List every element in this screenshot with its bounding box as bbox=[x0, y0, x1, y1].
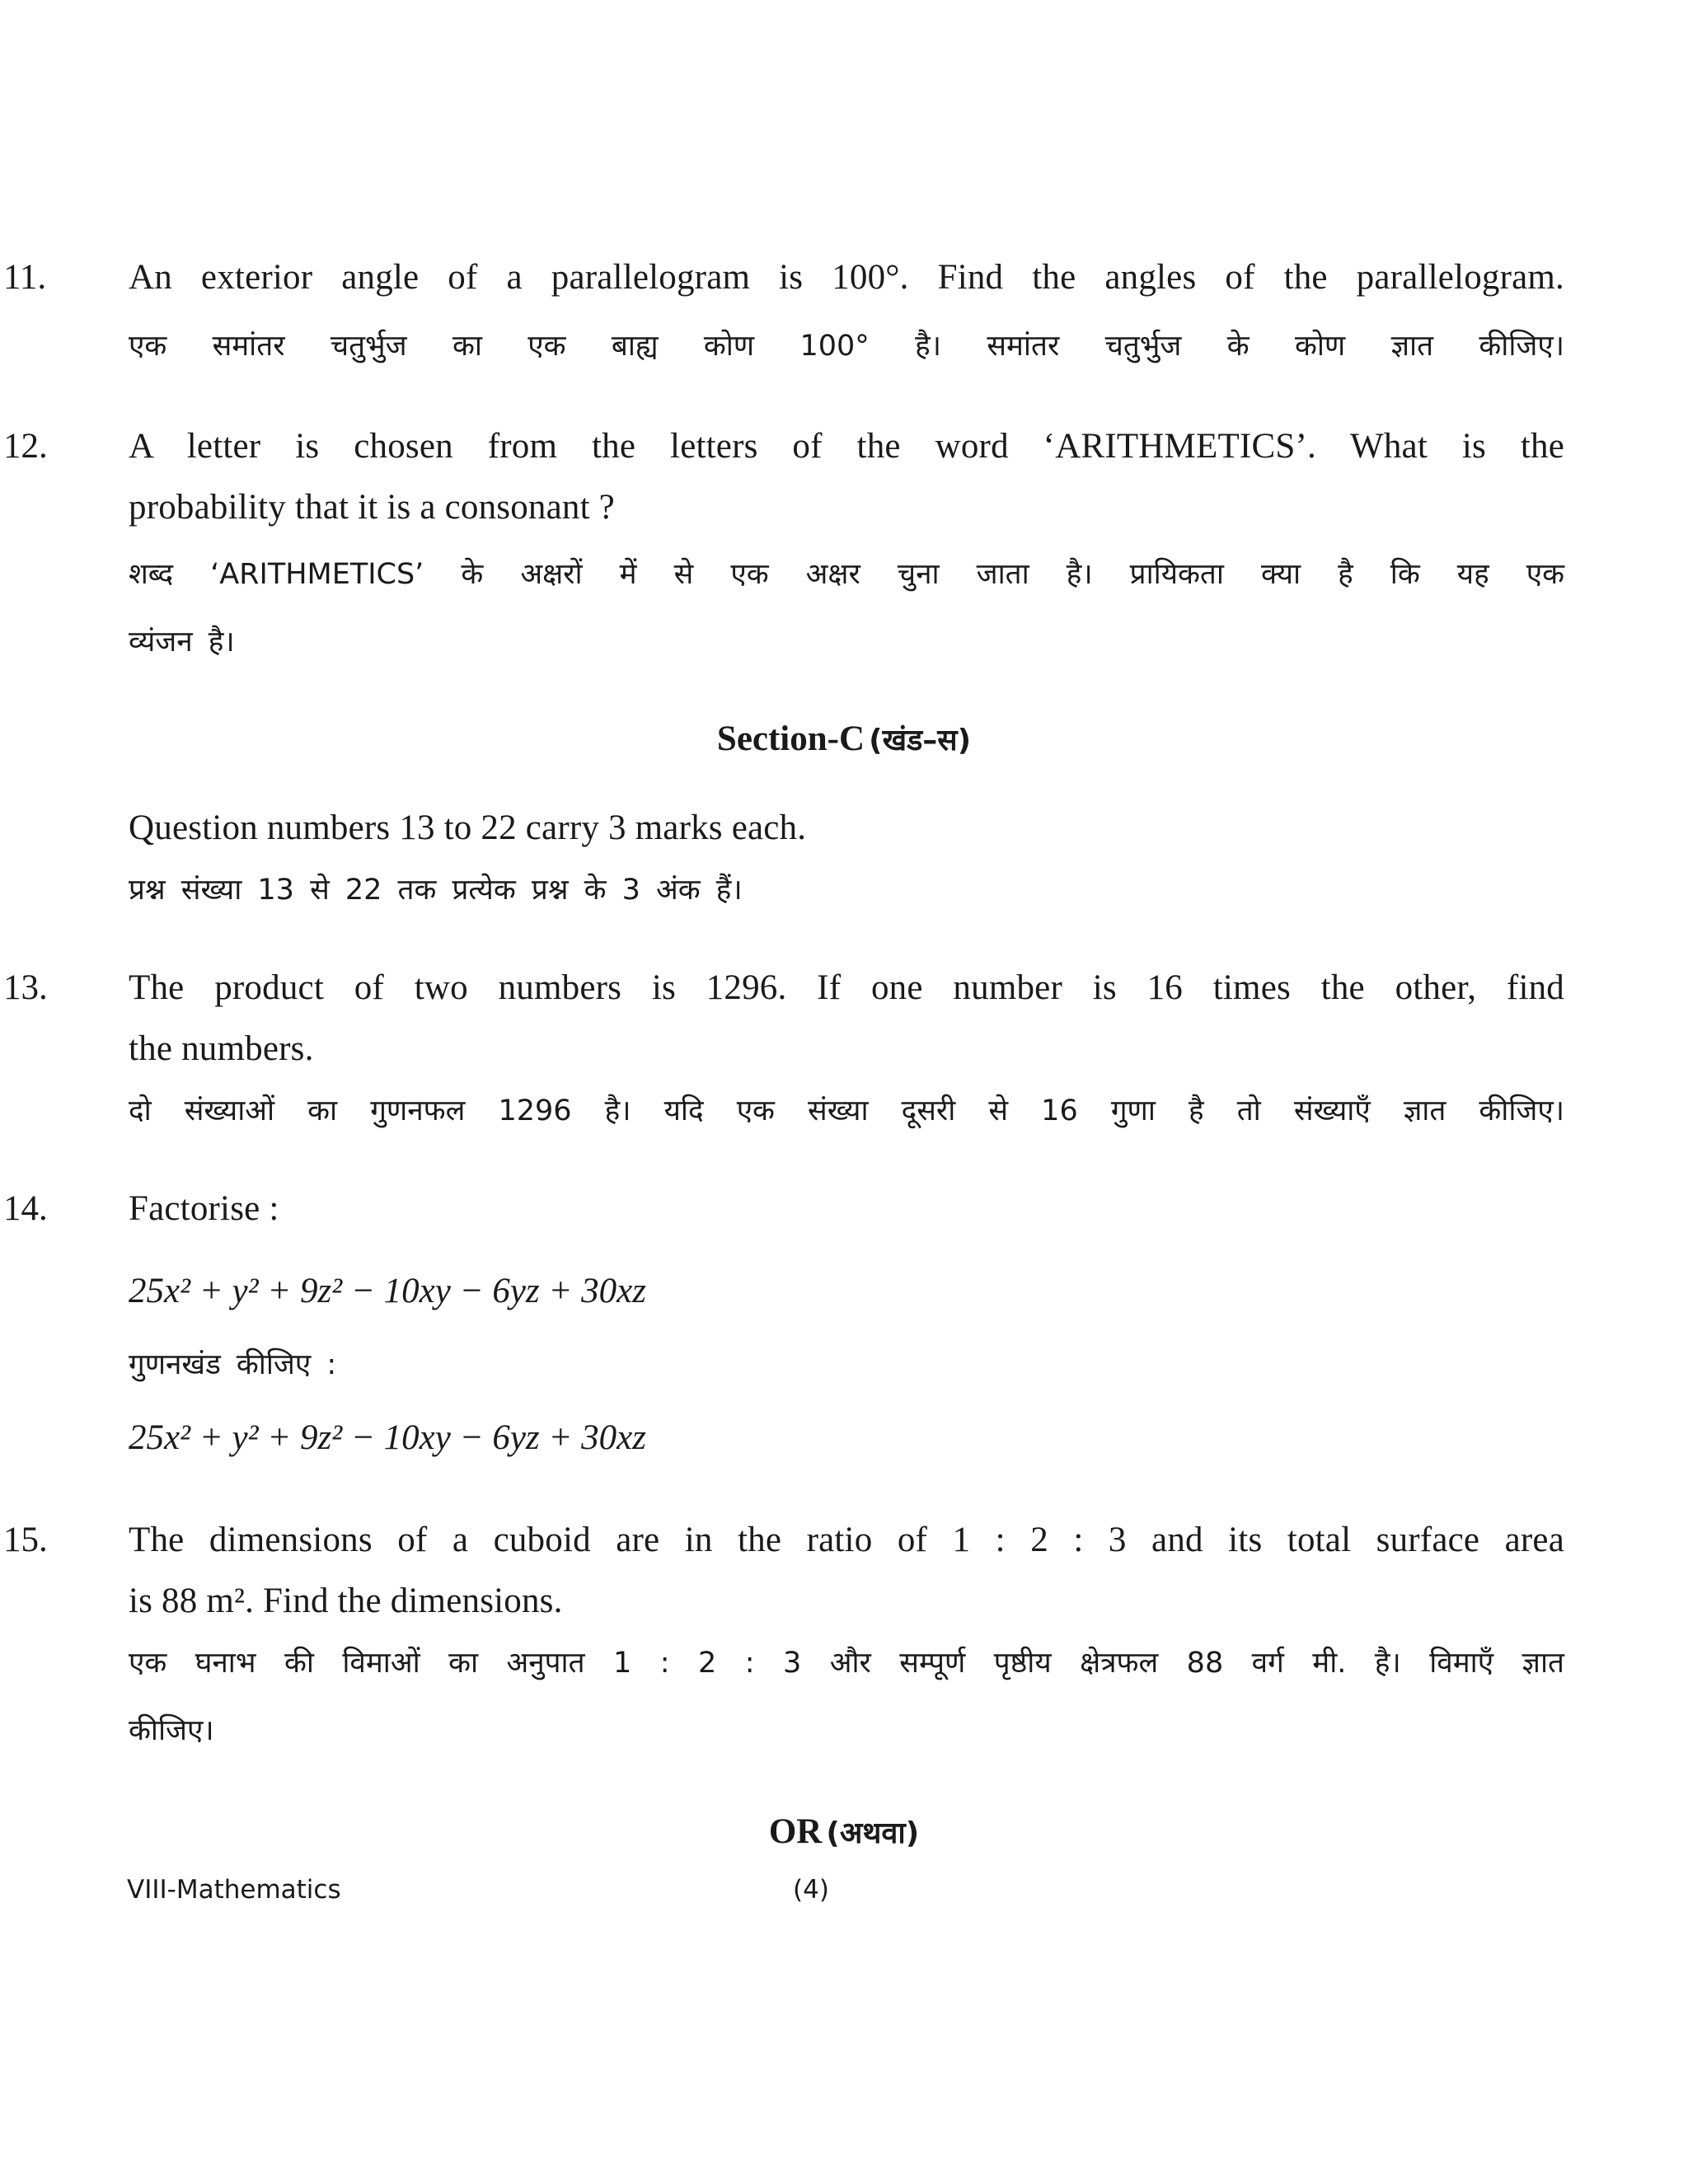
question-text-en-line2: is 88 m². Find the dimensions. bbox=[129, 1582, 563, 1620]
question-number: 14. bbox=[3, 1189, 48, 1228]
question-number: 13. bbox=[3, 968, 48, 1007]
footer-subject: VIII-Mathematics bbox=[127, 1875, 341, 1905]
question-text-hi: दो संख्याओं का गुणनफल 1296 है। यदि एक संख्या दूसरी से 16 गुणा है तो संख्याएँ ज्ञात कीजिए। bbox=[129, 1094, 1564, 1127]
expression-en: 25x² + y² + 9z² − 10xy − 6yz + 30xz bbox=[129, 1272, 646, 1310]
question-text-en-line1: The dimensions of a cuboid are in the ratio of 1 : 2 : 3 and its total surface area bbox=[129, 1521, 1564, 1559]
expression-hi: 25x² + y² + 9z² − 10xy − 6yz + 30xz bbox=[129, 1418, 646, 1457]
or-divider bbox=[0, 1811, 1688, 1852]
instruction-hi: प्रश्न संख्या 13 से 22 तक प्रत्येक प्रश्न के 3 अंक हैं। bbox=[129, 874, 743, 907]
or-label-hi: (अथवा) bbox=[826, 1816, 920, 1850]
question-15 bbox=[3, 1510, 1564, 1767]
question-text-en-line1: The product of two numbers is 1296. If one number is 16 times the other, find bbox=[129, 968, 1564, 1007]
instruction-en: Question numbers 13 to 22 carry 3 marks each. bbox=[129, 808, 807, 847]
or-label-en: OR bbox=[768, 1812, 823, 1851]
question-number: 12. bbox=[3, 427, 48, 466]
question-text-en-line2: the numbers. bbox=[129, 1029, 314, 1068]
question-text-hi-line1: शब्द ‘ARITHMETICS’ के अक्षरों में से एक अक्षर चुना जाता है। प्रायिकता क्या है कि यह एक bbox=[129, 558, 1564, 591]
question-text-en-line2: probability that it is a consonant ? bbox=[129, 488, 615, 527]
question-number: 15. bbox=[3, 1521, 48, 1559]
section-instructions bbox=[129, 798, 1564, 926]
question-13 bbox=[3, 958, 1564, 1147]
question-text-hi-line2: कीजिए। bbox=[129, 1714, 214, 1747]
question-14 bbox=[3, 1179, 1564, 1469]
question-text-en: Factorise : bbox=[129, 1189, 279, 1228]
question-text-hi-line1: एक घनाभ की विमाओं का अनुपात 1 : 2 : 3 और सम्पूर्ण पृष्ठीय क्षेत्रफल 88 वर्ग मी. है। विमाएँ ज्ञात bbox=[129, 1647, 1564, 1680]
question-text-en: An exterior angle of a parallelogram is 100°. Find the angles of the parallelogram. bbox=[129, 258, 1564, 297]
section-title-hi: (खंड–स) bbox=[869, 724, 972, 757]
question-11 bbox=[3, 247, 1564, 382]
section-title-en: Section-C bbox=[716, 719, 865, 758]
footer-page-number: (4) bbox=[793, 1875, 829, 1905]
question-number: 11. bbox=[3, 258, 47, 297]
question-text-hi-line2: व्यंजन है। bbox=[129, 626, 235, 658]
section-heading bbox=[0, 719, 1688, 759]
question-12 bbox=[3, 416, 1564, 678]
question-text-hi: गुणनखंड कीजिए : bbox=[129, 1348, 337, 1381]
question-text-hi: एक समांतर चतुर्भुज का एक बाह्य कोण 100° है। समांतर चतुर्भुज के कोण ज्ञात कीजिए। bbox=[129, 330, 1564, 363]
question-text-en-line1: A letter is chosen from the letters of the word ‘ARITHMETICS’. What is the bbox=[129, 427, 1564, 466]
